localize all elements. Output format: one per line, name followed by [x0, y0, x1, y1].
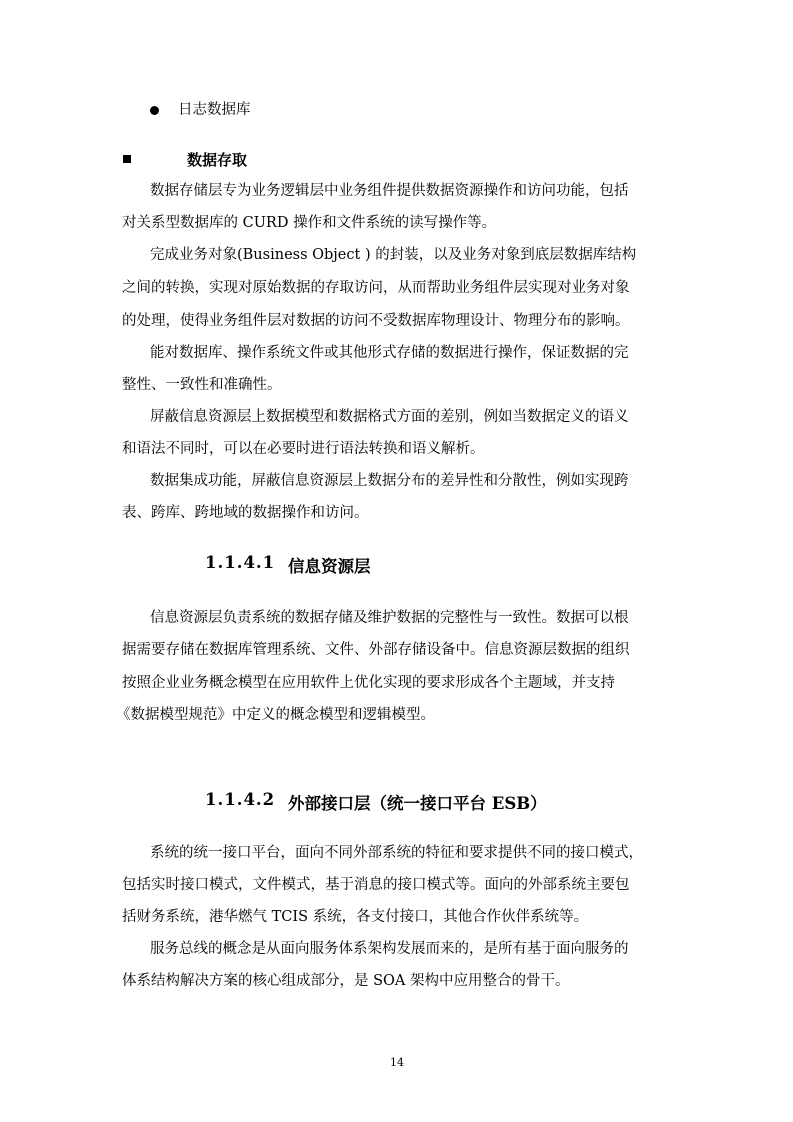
paragraph-line: 屏蔽信息资源层上数据模型和数据格式方面的差别，例如当数据定义的语义 [150, 409, 629, 425]
heading-number: 1.1.4.2 [205, 790, 276, 809]
section-title: 数据存取 [187, 151, 248, 169]
heading-number: 1.1.4.1 [205, 553, 276, 572]
page-number: 14 [390, 1056, 404, 1069]
square-bullet-icon [123, 155, 131, 163]
paragraph-line: 信息资源层负责系统的数据存储及维护数据的完整性与一致性。数据可以根 [150, 610, 629, 626]
paragraph-line: 服务总线的概念是从面向服务体系架构发展而来的，是所有基于面向服务的 [150, 941, 629, 957]
paragraph-line: 完成业务对象(Business Object ) 的封装，以及业务对象到底层数据库结构 [150, 247, 637, 263]
paragraph-line: 和语法不同时，可以在必要时进行语法转换和语义解析。 [122, 441, 485, 457]
paragraph-line: 据需要存储在数据库管理系统、文件、外部存储设备中。信息资源层数据的组织 [122, 642, 630, 658]
paragraph-line: 系统的统一接口平台，面向不同外部系统的特征和要求提供不同的接口模式， [150, 845, 643, 861]
paragraph-line: 能对数据库、操作系统文件或其他形式存储的数据进行操作，保证数据的完 [150, 345, 629, 361]
heading-title: 外部接口层（统一接口平台 ESB） [288, 794, 547, 813]
paragraph-line: 的处理，使得业务组件层对数据的访问不受数据库物理设计、物理分布的影响。 [122, 313, 630, 329]
paragraph-line: 对关系型数据库的 CURD 操作和文件系统的读写操作等。 [122, 215, 497, 231]
paragraph-line: 括财务系统，港华燃气 TCIS 系统，各支付接口，其他合作伙伴系统等。 [122, 909, 589, 925]
paragraph-line: 体系结构解决方案的核心组成部分，是 SOA 架构中应用整合的骨干。 [122, 973, 570, 989]
heading-title: 信息资源层 [288, 557, 371, 576]
paragraph-line: 表、跨库、跨地域的数据操作和访问。 [122, 505, 369, 521]
paragraph-line: 数据集成功能，屏蔽信息资源层上数据分布的差异性和分散性，例如实现跨 [150, 473, 629, 489]
paragraph-line: 整性、一致性和准确性。 [122, 377, 282, 393]
paragraph-line: 数据存储层专为业务逻辑层中业务组件提供数据资源操作和访问功能，包括 [150, 183, 629, 199]
paragraph-line: 《数据模型规范》中定义的概念模型和逻辑模型。 [116, 707, 435, 723]
paragraph-line: 之间的转换，实现对原始数据的存取访问，从而帮助业务组件层实现对业务对象 [122, 280, 630, 296]
bullet-item-text: 日志数据库 [178, 102, 251, 118]
bullet-dot-icon [150, 106, 159, 115]
paragraph-line: 包括实时接口模式，文件模式，基于消息的接口模式等。面向的外部系统主要包 [122, 877, 630, 893]
paragraph-line: 按照企业业务概念模型在应用软件上优化实现的要求形成各个主题域，并支持 [122, 675, 615, 691]
